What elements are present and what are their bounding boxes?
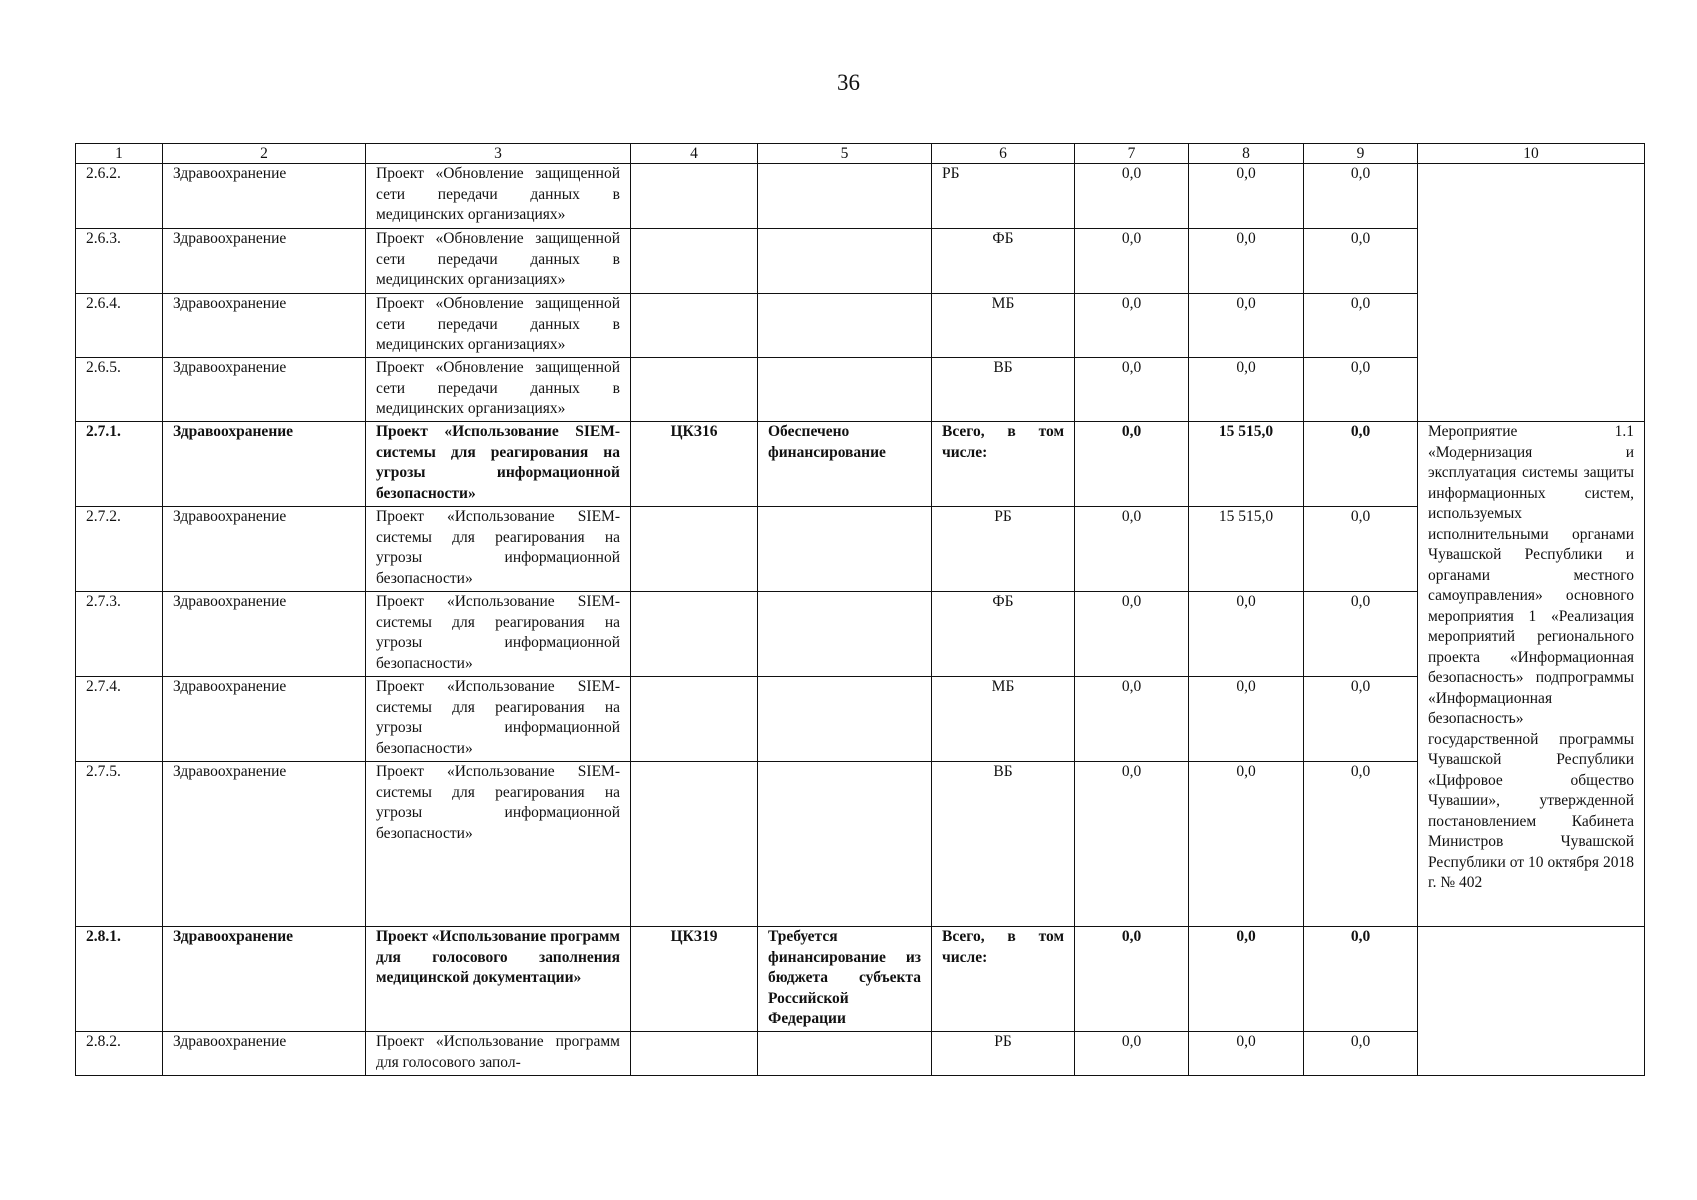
row-value-9: 0,0 [1304,422,1418,507]
row-value-9: 0,0 [1304,294,1418,358]
table-row [76,229,1645,294]
row-id: 2.7.1. [76,422,163,507]
row-id: 2.6.3. [76,229,163,294]
row-value-7: 0,0 [1075,358,1189,422]
row-sector: Здравоохранение [163,507,366,592]
row-value-8: 0,0 [1189,762,1304,927]
row-source: ВБ [932,358,1075,422]
row-code [631,294,758,358]
column-number: 5 [758,144,932,164]
row-project: Проект «Использование SIEM-системы для реагирования на угрозы информационной безопасности» [366,592,631,677]
row-code [631,507,758,592]
row-project: Проект «Использование программ для голосового заполнения медицинской документации» [366,927,631,1032]
row-id: 2.8.1. [76,927,163,1032]
row-code [631,1032,758,1076]
row-value-9: 0,0 [1304,358,1418,422]
row-value-9: 0,0 [1304,927,1418,1032]
row-sector: Здравоохранение [163,358,366,422]
row-source: ФБ [932,592,1075,677]
row-value-7: 0,0 [1075,927,1189,1032]
table-row [76,677,1645,762]
row-note-empty [1418,927,1645,1076]
row-value-7: 0,0 [1075,422,1189,507]
table-row [76,422,1645,507]
table-row [76,507,1645,592]
row-project: Проект «Использование SIEM-системы для реагирования на угрозы информационной безопасности» [366,762,631,927]
row-status [758,294,932,358]
row-value-9: 0,0 [1304,507,1418,592]
row-value-9: 0,0 [1304,229,1418,294]
row-sector: Здравоохранение [163,762,366,927]
row-sector: Здравоохранение [163,592,366,677]
row-source: РБ [932,164,1075,229]
row-value-9: 0,0 [1304,762,1418,927]
row-source: ФБ [932,229,1075,294]
row-sector: Здравоохранение [163,164,366,229]
row-project: Проект «Обновление защищенной сети передачи данных в медицинских организациях» [366,164,631,229]
row-code [631,592,758,677]
row-status [758,507,932,592]
row-source: Всего, в том числе: [932,422,1075,507]
row-value-7: 0,0 [1075,677,1189,762]
row-value-8: 15 515,0 [1189,507,1304,592]
row-project: Проект «Обновление защищенной сети передачи данных в медицинских организациях» [366,294,631,358]
column-number: 2 [163,144,366,164]
row-id: 2.6.5. [76,358,163,422]
row-status [758,762,932,927]
row-code [631,762,758,927]
row-source: МБ [932,294,1075,358]
table-row [76,294,1645,358]
column-number: 7 [1075,144,1189,164]
row-sector: Здравоохранение [163,422,366,507]
row-id: 2.7.2. [76,507,163,592]
row-value-7: 0,0 [1075,294,1189,358]
row-value-8: 0,0 [1189,294,1304,358]
row-sector: Здравоохранение [163,229,366,294]
row-value-7: 0,0 [1075,1032,1189,1076]
row-value-7: 0,0 [1075,229,1189,294]
row-code [631,164,758,229]
row-value-9: 0,0 [1304,592,1418,677]
row-sector: Здравоохранение [163,927,366,1032]
row-source: МБ [932,677,1075,762]
row-sector: Здравоохранение [163,1032,366,1076]
row-value-8: 15 515,0 [1189,422,1304,507]
column-number: 6 [932,144,1075,164]
row-value-7: 0,0 [1075,164,1189,229]
row-id: 2.7.5. [76,762,163,927]
column-number-row [76,144,1645,164]
row-id: 2.7.4. [76,677,163,762]
column-number: 10 [1418,144,1645,164]
row-value-8: 0,0 [1189,229,1304,294]
page-number: 36 [837,70,860,95]
row-project: Проект «Обновление защищенной сети передачи данных в медицинских организациях» [366,229,631,294]
row-sector: Здравоохранение [163,294,366,358]
row-value-7: 0,0 [1075,762,1189,927]
row-source: РБ [932,507,1075,592]
table-row [76,927,1645,1032]
row-status [758,592,932,677]
column-number: 4 [631,144,758,164]
row-status [758,164,932,229]
row-code: ЦКЗ16 [631,422,758,507]
row-status [758,358,932,422]
row-status: Обеспечено финансирование [758,422,932,507]
row-status [758,229,932,294]
row-code [631,677,758,762]
row-value-8: 0,0 [1189,677,1304,762]
table-row [76,1032,1645,1076]
row-code [631,229,758,294]
funding-table [75,143,1645,1076]
table-row [76,762,1645,927]
row-value-7: 0,0 [1075,507,1189,592]
row-status [758,1032,932,1076]
row-note-empty [1418,164,1645,422]
column-number: 8 [1189,144,1304,164]
row-value-8: 0,0 [1189,927,1304,1032]
row-id: 2.6.2. [76,164,163,229]
row-code [631,358,758,422]
row-status [758,677,932,762]
column-number: 1 [76,144,163,164]
table-row [76,358,1645,422]
row-status: Требуется финансирование из бюджета субъекта Российской Федерации [758,927,932,1032]
row-source: ВБ [932,762,1075,927]
row-project: Проект «Использование SIEM-системы для реагирования на угрозы информационной безопасности» [366,677,631,762]
row-id: 2.7.3. [76,592,163,677]
row-value-8: 0,0 [1189,592,1304,677]
row-source: Всего, в том числе: [932,927,1075,1032]
row-value-9: 0,0 [1304,677,1418,762]
row-code: ЦКЗ19 [631,927,758,1032]
row-value-9: 0,0 [1304,164,1418,229]
row-id: 2.6.4. [76,294,163,358]
table-row [76,592,1645,677]
column-number: 9 [1304,144,1418,164]
row-source: РБ [932,1032,1075,1076]
row-value-7: 0,0 [1075,592,1189,677]
row-project: Проект «Обновление защищенной сети передачи данных в медицинских организациях» [366,358,631,422]
row-project: Проект «Использование SIEM-системы для реагирования на угрозы информационной безопасности» [366,507,631,592]
row-id: 2.8.2. [76,1032,163,1076]
row-value-9: 0,0 [1304,1032,1418,1076]
row-project: Проект «Использование SIEM-системы для реагирования на угрозы информационной безопасности» [366,422,631,507]
table-row [76,164,1645,229]
row-sector: Здравоохранение [163,677,366,762]
row-note: Мероприятие 1.1 «Модернизация и эксплуатация системы защиты информационных систем, используемых исполнительными органами Чувашской Республики и органами местного самоуправления» основного мероприятия 1 «Реализация мероприятий регионального проекта «Информационная безопасность» подпрограммы «Информационная безопасность» государственной программы Чувашской Республики «Цифровое общество Чувашии», утвержденной постановлением Кабинета Министров Чувашской Республики от 10 октября 2018 г. № 402 [1418,422,1645,927]
row-project: Проект «Использование программ для голосового запол- [366,1032,631,1076]
row-value-8: 0,0 [1189,1032,1304,1076]
row-value-8: 0,0 [1189,358,1304,422]
row-value-8: 0,0 [1189,164,1304,229]
column-number: 3 [366,144,631,164]
